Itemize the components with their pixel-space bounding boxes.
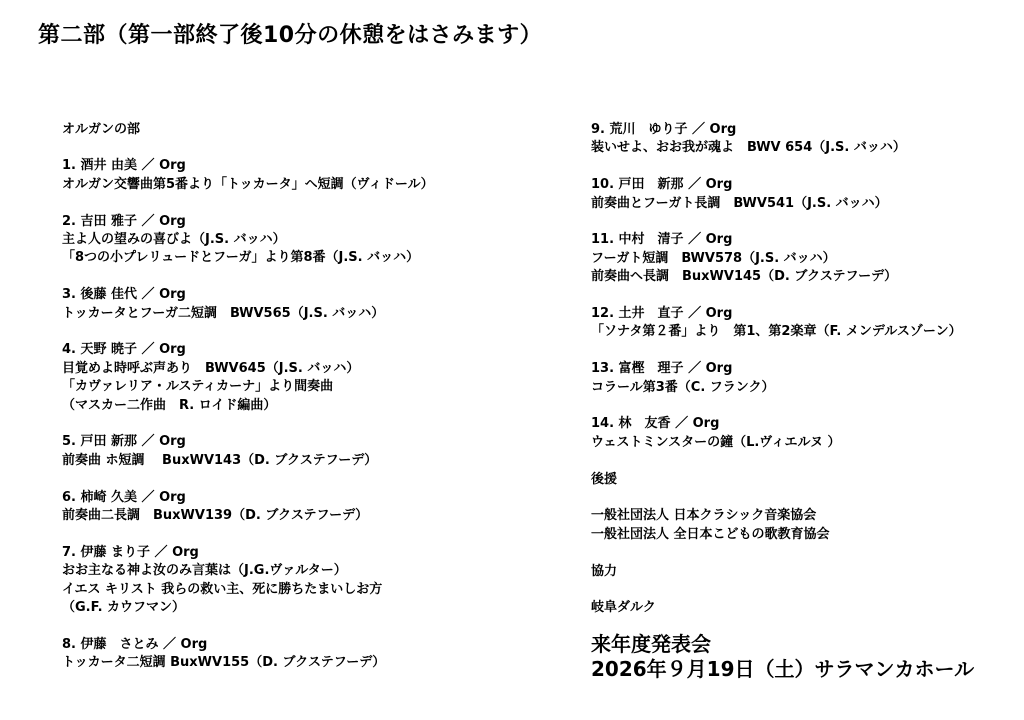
performer-line: 2. 吉田 雅子 ／ Org	[62, 213, 186, 229]
piece-line: 前奏曲二長調 BuxWV139（D. ブクステフーデ）	[62, 508, 369, 524]
program-entry-13	[591, 360, 1016, 397]
piece-line: イエス キリスト 我らの救い主、死に勝ちたまいしお方	[62, 581, 383, 597]
cooperation-heading: 協力	[591, 563, 618, 579]
piece-line: 「ソナタ第２番」より 第1、第2楽章（F. メンデルスゾーン）	[591, 324, 962, 340]
piece-line: 「カヴァレリア・ルスティカーナ」より間奏曲	[62, 379, 334, 395]
program-entry-7	[62, 544, 562, 618]
performer-line: 12. 土井 直子 ／ Org	[591, 306, 733, 322]
program-entry-11	[591, 231, 1016, 286]
performer-line: 10. 戸田 新那 ／ Org	[591, 177, 733, 193]
performer-line: 13. 富樫 理子 ／ Org	[591, 361, 733, 377]
supporters-list	[591, 507, 1016, 544]
supporter-item: 一般社団法人 日本クラシック音楽協会	[591, 508, 817, 524]
support-heading: 後援	[591, 471, 618, 487]
program-entry-14	[591, 415, 1016, 452]
piece-line: トッカータとフーガ二短調 BWV565（J.S. バッハ）	[62, 305, 385, 321]
performer-line: 6. 柿崎 久美 ／ Org	[62, 489, 186, 505]
program-entry-9	[591, 121, 1016, 158]
piece-line: 目覚めよ時呼ぶ声あり BWV645（J.S. バッハ）	[62, 360, 360, 376]
piece-line: （マスカー二作曲 R. ロイド編曲）	[62, 397, 277, 413]
cooperator-item: 岐阜ダルク	[591, 600, 656, 616]
piece-line: コラール第3番（C. フランク）	[591, 379, 775, 395]
program-entry-2	[62, 213, 562, 268]
piece-line: おお主なる神よ汝のみ言葉は（J.G.ヴァルター）	[62, 563, 347, 579]
performer-line: 4. 天野 暁子 ／ Org	[62, 342, 186, 358]
piece-line: 前奏曲 ホ短調 BuxWV143（D. ブクステフーデ）	[62, 452, 378, 468]
piece-line: 「8つの小プレリュードとフーガ」より第8番（J.S. バッハ）	[62, 250, 420, 266]
piece-line: トッカータ二短調 BuxWV155（D. ブクステフーデ）	[62, 655, 386, 671]
piece-line: 前奏曲ヘ長調 BuxWV145（D. ブクステフーデ）	[591, 269, 898, 285]
program-column-left	[62, 121, 562, 691]
performer-line: 3. 後藤 佳代 ／ Org	[62, 287, 186, 303]
program-entry-1	[62, 157, 562, 194]
piece-line: 前奏曲とフーガト長調 BWV541（J.S. バッハ）	[591, 195, 888, 211]
next-event-detail: 2026年９月19日（土）サラマンカホール	[591, 656, 975, 681]
performer-line: 9. 荒川 ゆり子 ／ Org	[591, 122, 737, 137]
page-title: 第二部（第一部終了後10分の休憩をはさみます）	[38, 23, 543, 48]
program-column-right	[591, 121, 1016, 682]
performer-line: 14. 林 友香 ／ Org	[591, 416, 720, 432]
program-entry-5	[62, 433, 562, 470]
piece-line: ウェストミンスターの鐘（L.ヴィエルヌ ）	[591, 434, 841, 450]
performer-line: 7. 伊藤 まり子 ／ Org	[62, 544, 199, 560]
next-event	[591, 632, 1016, 682]
supporter-item: 一般社団法人 全日本こどもの歌教育協会	[591, 526, 830, 542]
piece-line: フーガト短調 BWV578（J.S. バッハ）	[591, 250, 836, 266]
performer-line: 11. 中村 清子 ／ Org	[591, 232, 733, 248]
program-entry-6	[62, 489, 562, 526]
next-event-heading: 来年度発表会	[591, 631, 711, 656]
program-entry-4	[62, 341, 562, 415]
program-entry-10	[591, 176, 1016, 213]
piece-line: 主よ人の望みの喜びよ（J.S. バッハ）	[62, 232, 286, 248]
program-entry-3	[62, 286, 562, 323]
performer-line: 1. 酒井 由美 ／ Org	[62, 158, 186, 174]
piece-line: 装いせよ、おお我が魂よ BWV 654（J.S. バッハ）	[591, 140, 906, 156]
performer-line: 8. 伊藤 さとみ ／ Org	[62, 636, 208, 652]
performer-line: 5. 戸田 新那 ／ Org	[62, 434, 186, 450]
piece-line: （G.F. カウフマン）	[62, 600, 186, 616]
organ-section-heading: オルガンの部	[62, 122, 141, 137]
piece-line: オルガン交響曲第5番より「トッカータ」ヘ短調（ヴィドール）	[62, 176, 434, 192]
program-entry-12	[591, 305, 1016, 342]
program-entry-8	[62, 636, 562, 673]
